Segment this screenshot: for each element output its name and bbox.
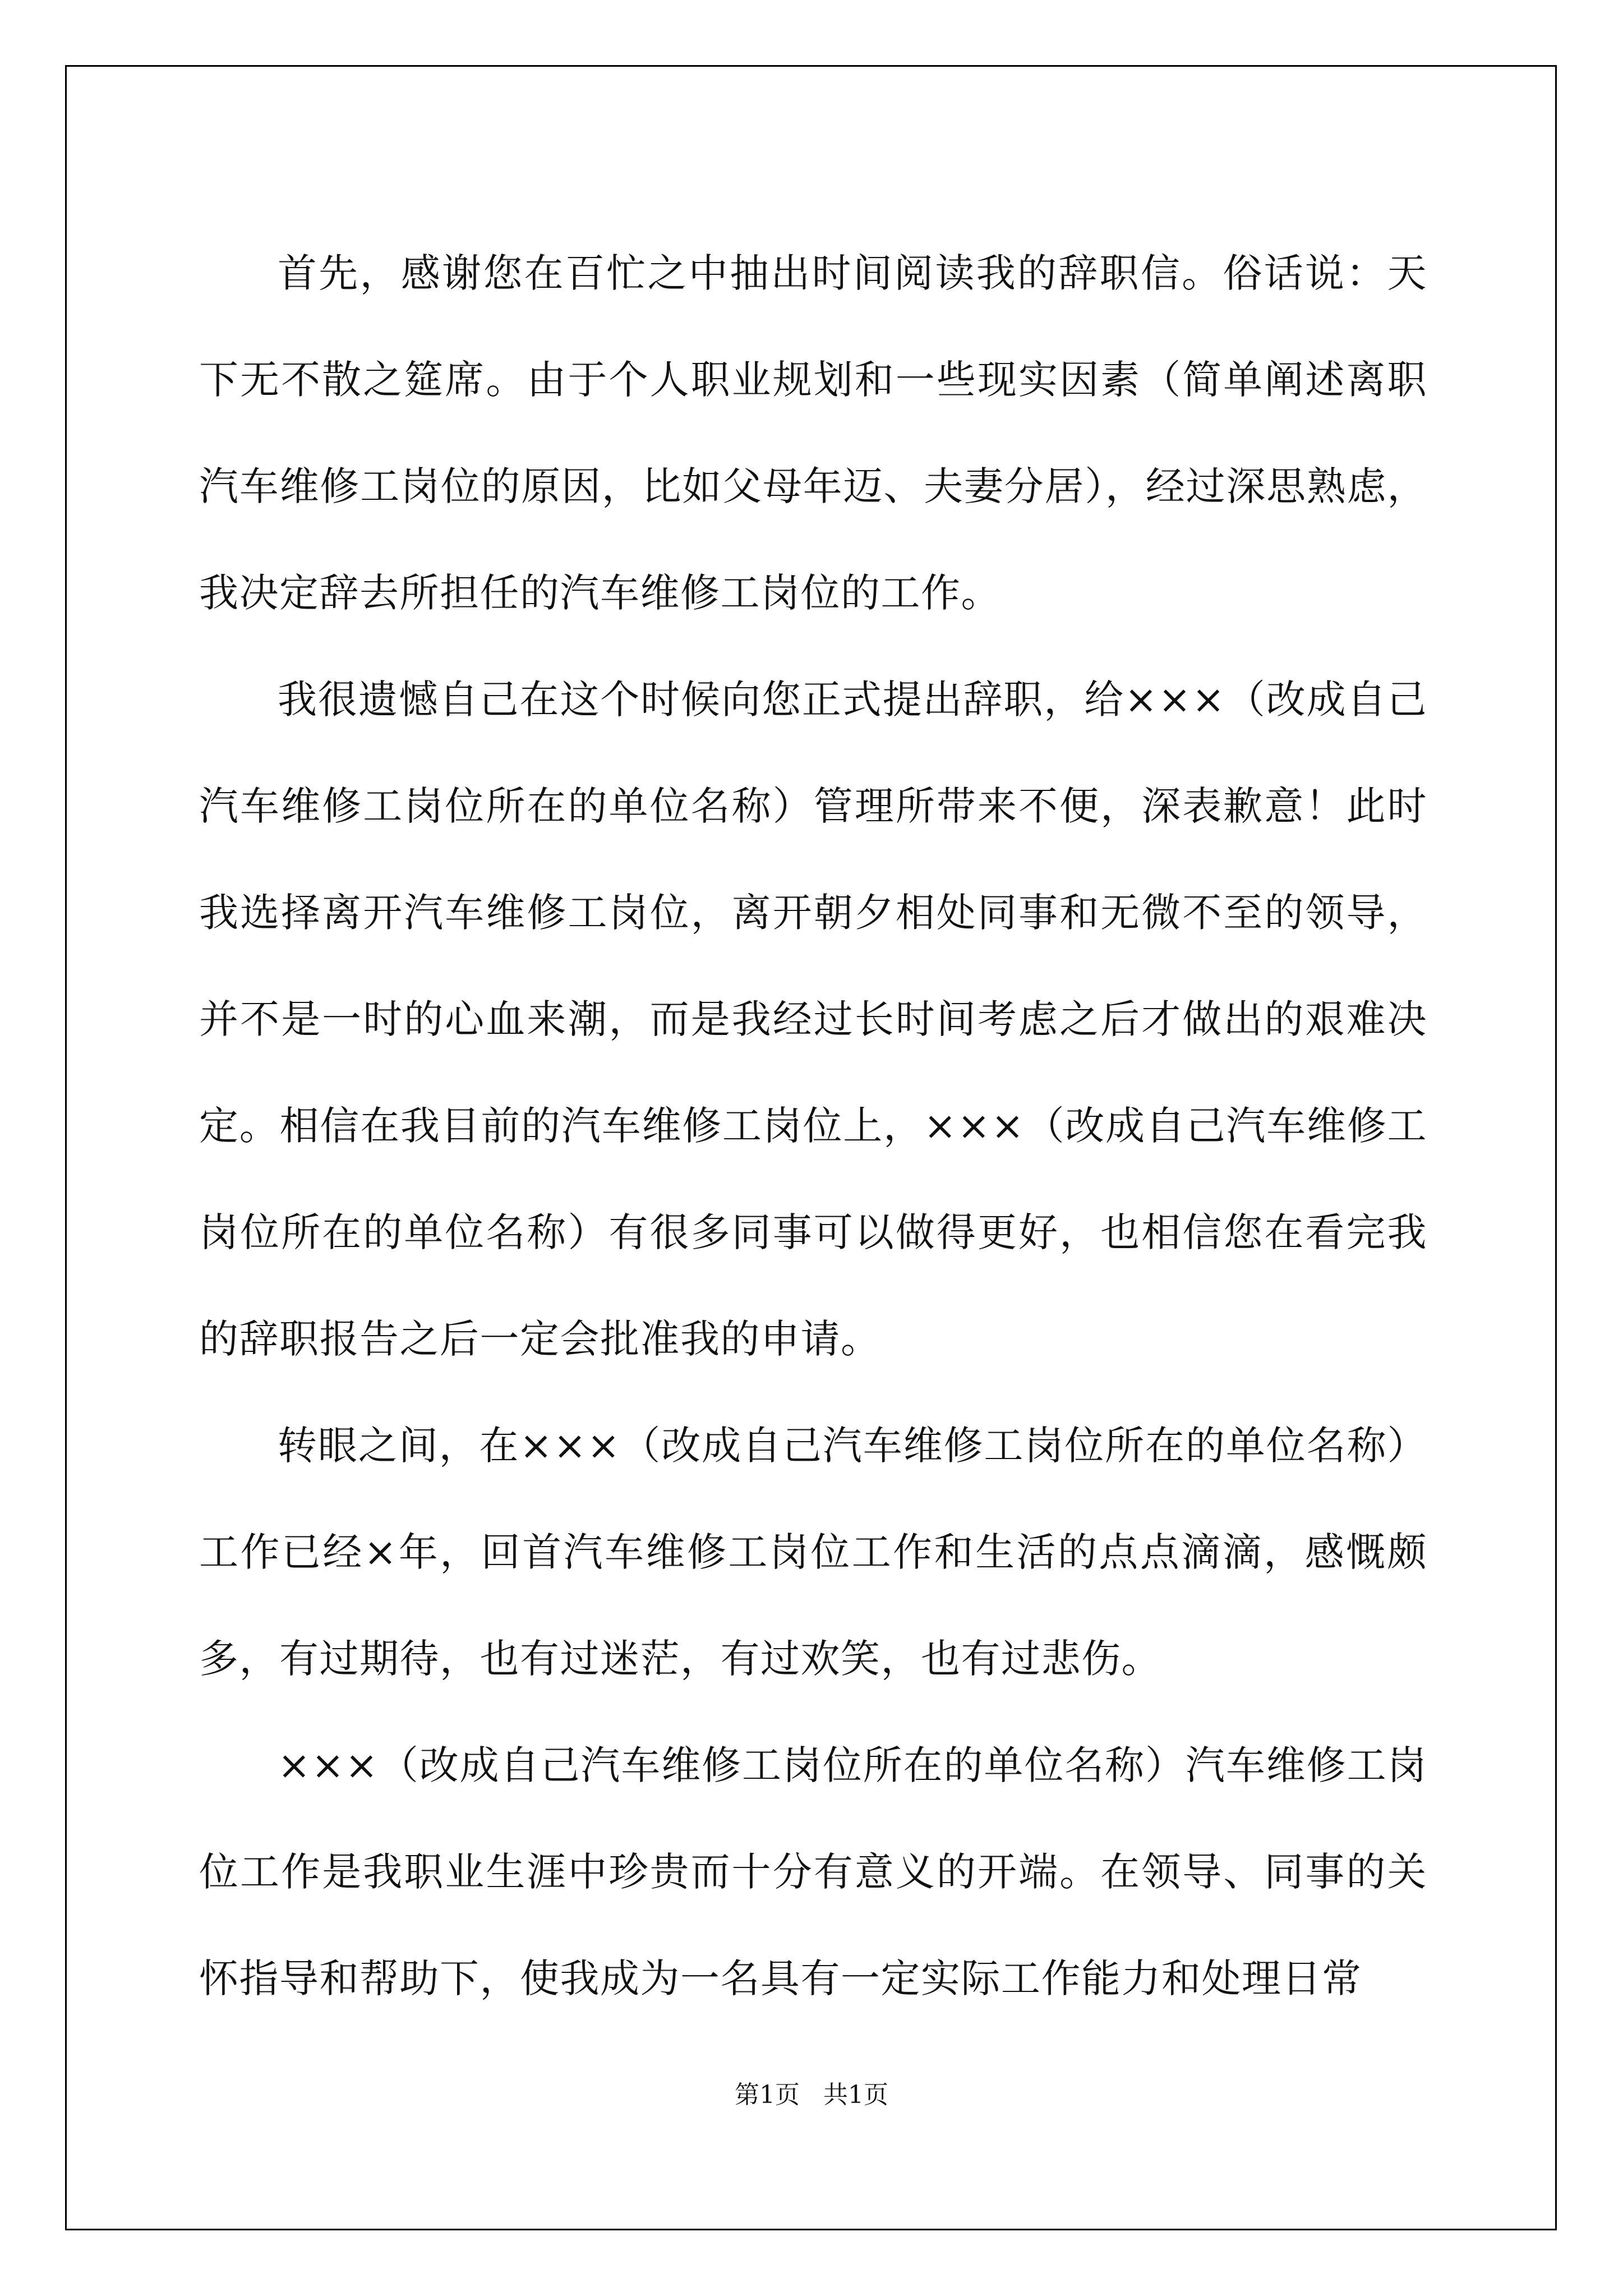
- paragraph-3: 转眼之间，在×××（改成自己汽车维修工岗位所在的单位名称）工作已经×年，回首汽车维修工岗位工作和生活的点点滴滴，感慨颇多，有过期待，也有过迷茫，有过欢笑，也有过悲伤。: [199, 1423, 1427, 1682]
- letter-body: [199, 220, 1427, 2032]
- page-footer: 第1页 共1页: [735, 2081, 888, 2109]
- paragraph-4: ×××（改成自己汽车维修工岗位所在的单位名称）汽车维修工岗位工作是我职业生涯中珍贵而十分有意义的开端。在领导、同事的关怀指导和帮助下，使我成为一名具有一定实际工作能力和处理日常: [199, 1742, 1427, 2001]
- paragraph-2: 我很遗憾自己在这个时候向您正式提出辞职，给×××（改成自己汽车维修工岗位所在的单位名称）管理所带来不便，深表歉意！此时我选择离开汽车维修工岗位，离开朝夕相处同事和无微不至的领导，并不是一时的心血来潮，而是我经过长时间考虑之后才做出的艰难决定。相信在我目前的汽车维修工岗位上，×××（改成自己汽车维修工岗位所在的单位名称）有很多同事可以做得更好，也相信您在看完我的辞职报告之后一定会批准我的申请。: [199, 677, 1427, 1362]
- paragraph-1: 首先，感谢您在百忙之中抽出时间阅读我的辞职信。俗话说：天下无不散之筵席。由于个人职业规划和一些现实因素（简单阐述离职汽车维修工岗位的原因，比如父母年迈、夫妻分居），经过深思熟虑，我决定辞去所担任的汽车维修工岗位的工作。: [199, 250, 1427, 616]
